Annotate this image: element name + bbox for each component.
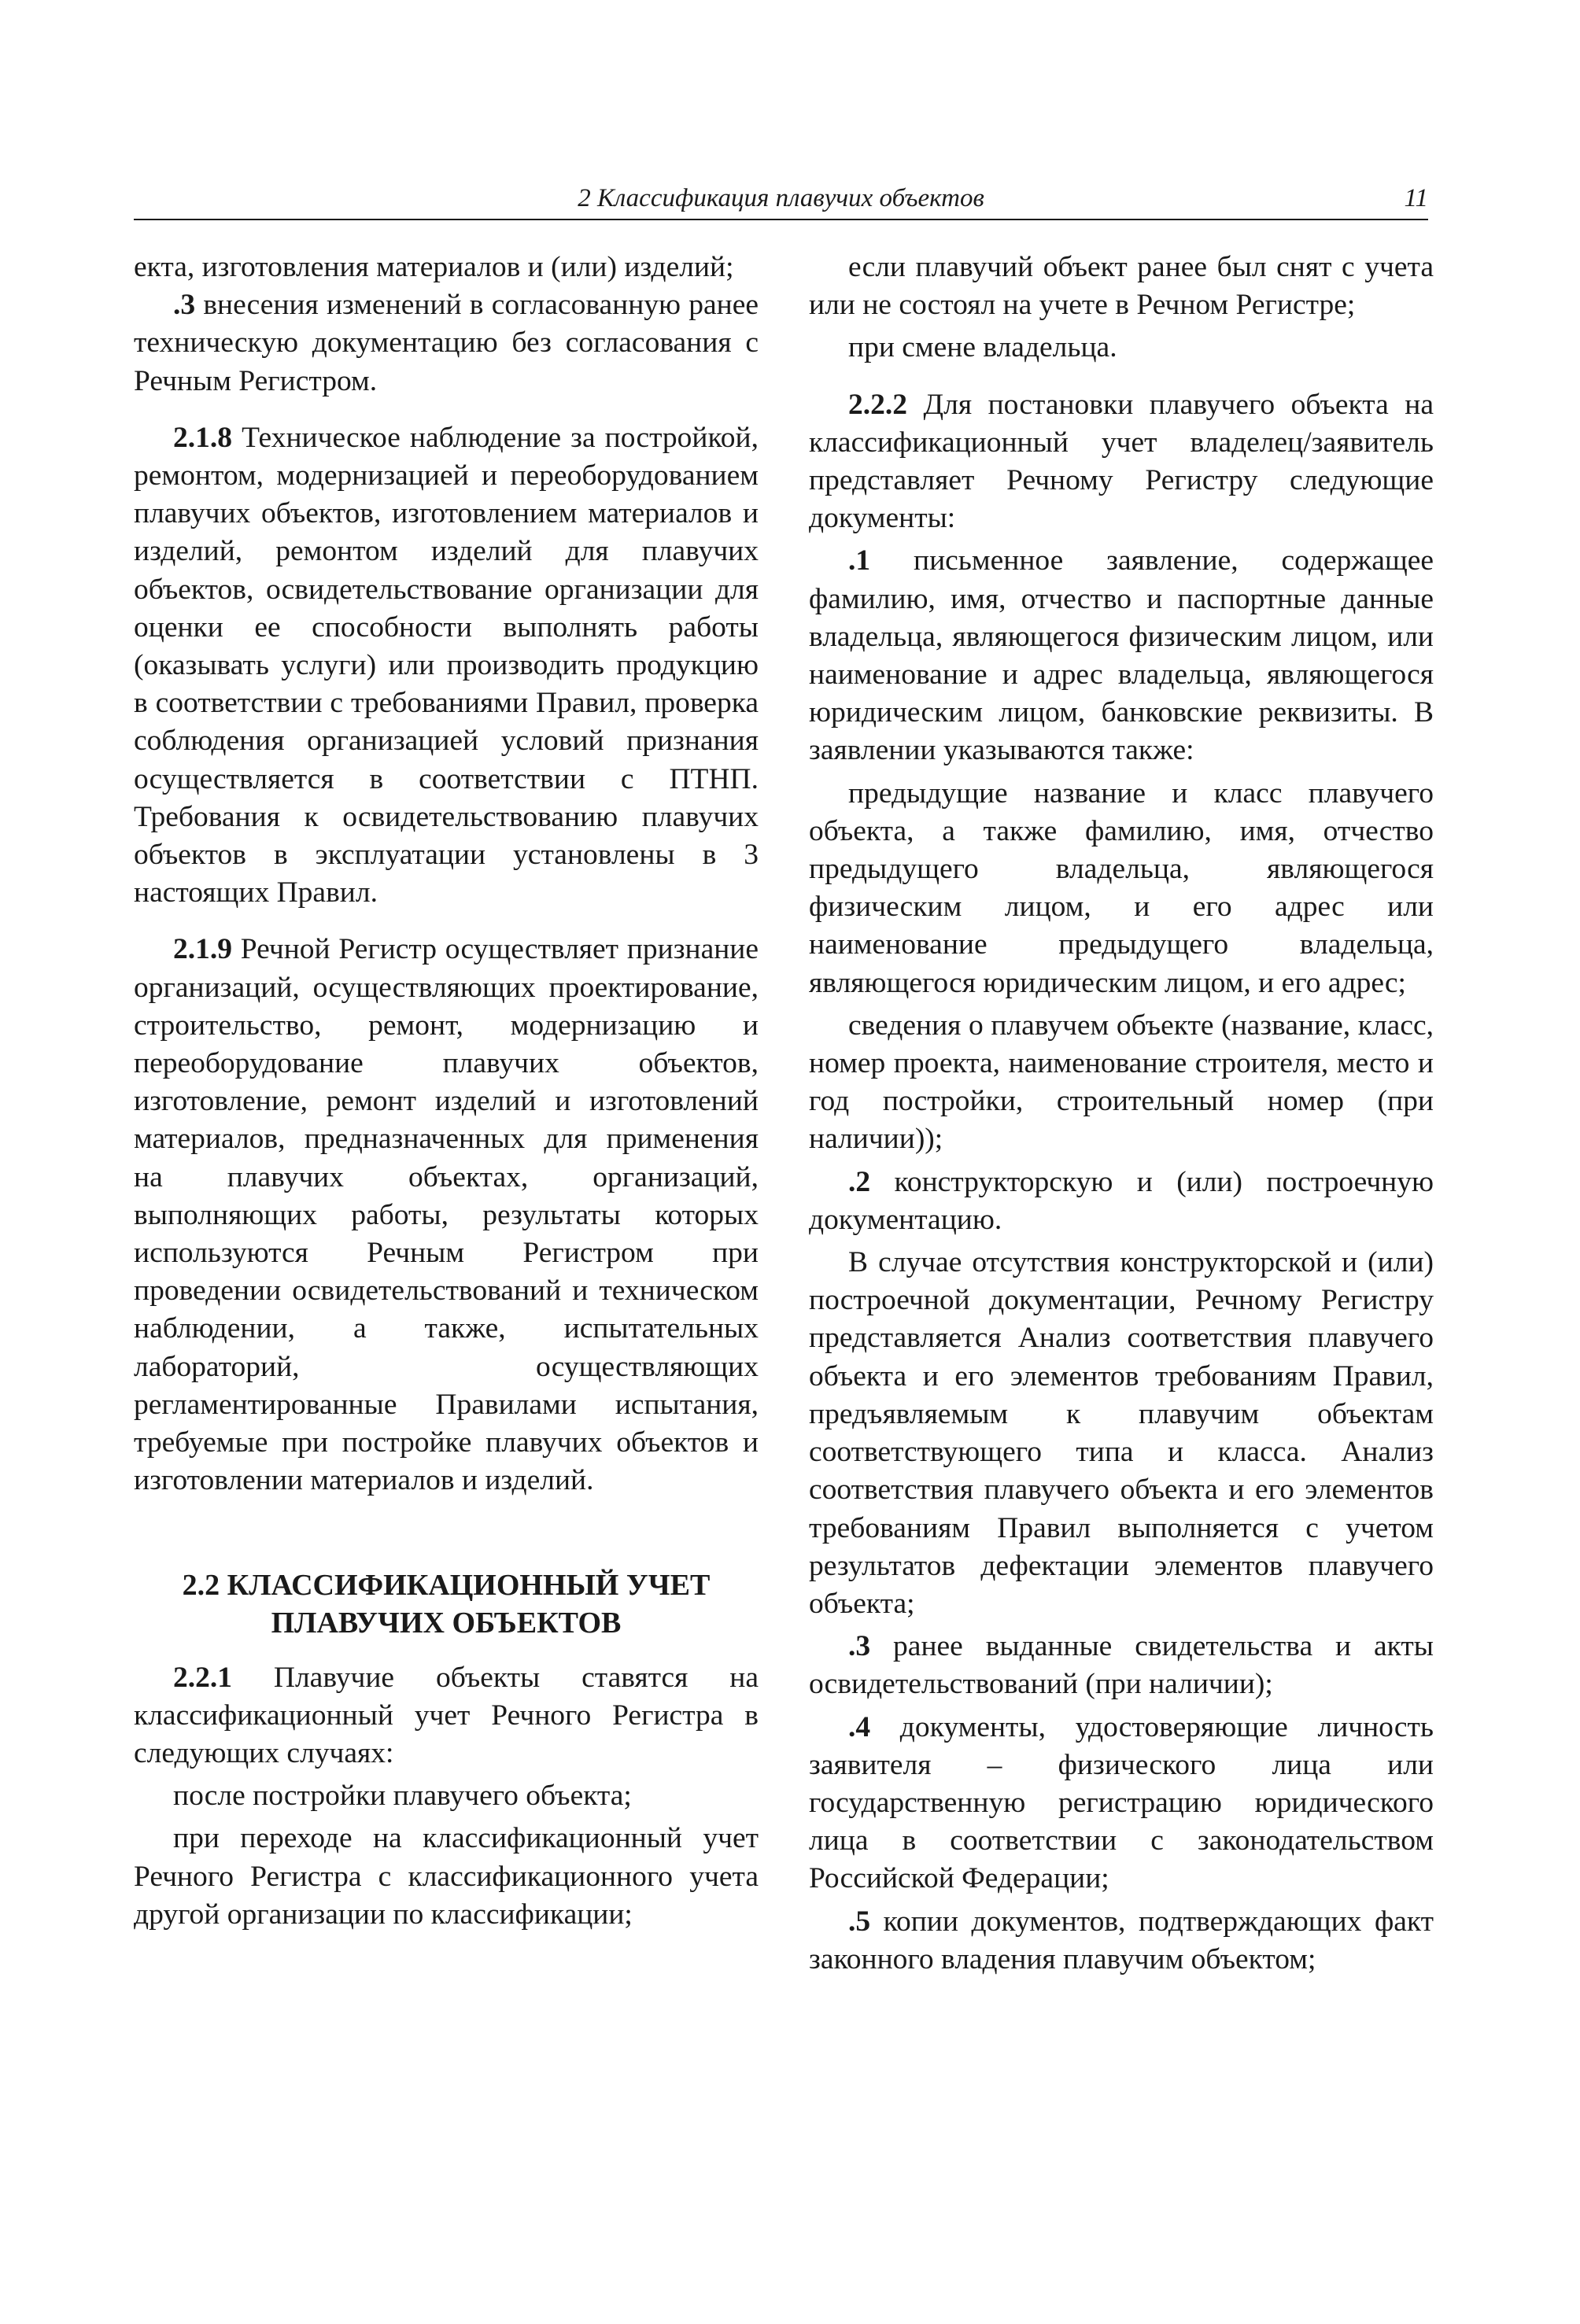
section-heading	[134, 1566, 759, 1642]
item-number: .3	[173, 289, 196, 322]
clause-2-1-9	[134, 931, 759, 1500]
item-number: .1	[848, 544, 871, 577]
list-item-1	[809, 542, 1434, 769]
item-text: документы, удостоверяющие личность заявителя – физического лица или государственную регистрацию юридического лица в соответствии с законодательством Российской Федерации;	[809, 1710, 1434, 1895]
header-title: 2 Классификация плавучих объектов	[578, 184, 984, 212]
paragraph-continuation: екта, изготовления материалов и (или) изделий;	[134, 251, 734, 283]
clause-text: Для постановки плавучего объекта на классификационный учет владелец/заявитель представляет Речному Регистру следующие документы:	[809, 388, 1434, 535]
running-header	[134, 179, 1428, 220]
clause-text: Плавучие объекты ставятся на классификационный учет Речного Регистра в следующих случаях:	[134, 1661, 759, 1769]
item-text: копии документов, подтверждающих факт законного владения плавучим объектом;	[809, 1905, 1434, 1975]
case-item: после постройки плавучего объекта;	[173, 1780, 632, 1813]
clause-2-2-1	[134, 1659, 759, 1773]
case-item: при переходе на классификационный учет Речного Регистра с классификационного учета другой организации по классификации;	[134, 1822, 759, 1931]
list-item-3	[809, 1628, 1434, 1703]
sub-paragraph: В случае отсутствия конструкторской и (или) построечной документации, Речному Регистру представляется Анализ соответствия плавучего объекта и его элементов требованиям Правил, предъявляемым к плавучим объектам соответствующего типа и класса. Анализ соответствия плавучего объекта и его элементов требованиям Правил выполняется с учетом результатов дефектации элементов плавучего объекта;	[809, 1246, 1434, 1620]
sub-paragraph: предыдущие название и класс плавучего объекта, а также фамилию, имя, отчество предыдущего владельца, являющегося физическим лицом, и его адрес или наименование предыдущего владельца, являющегося юридическим лицом, и его адрес;	[809, 777, 1434, 999]
item-text: внесения изменений в согласованную ранее техническую документацию без согласования с Речным Регистром.	[134, 289, 759, 397]
clause-number: 2.2.1	[173, 1661, 232, 1694]
heading-line-2: ПЛАВУЧИХ ОБЪЕКТОВ	[271, 1606, 622, 1640]
clause-number: 2.1.9	[173, 933, 232, 966]
item-number: .3	[848, 1630, 871, 1663]
list-item-2	[809, 1164, 1434, 1239]
heading-line-1: 2.2 КЛАССИФИКАЦИОННЫЙ УЧЕТ	[182, 1568, 711, 1602]
item-number: .2	[848, 1165, 871, 1198]
list-item-4	[809, 1709, 1434, 1898]
sub-paragraph: сведения о плавучем объекте (название, класс, номер проекта, наименование строителя, место и год постройки, строительный номер (при наличии));	[809, 1009, 1434, 1156]
left-column	[134, 249, 759, 1934]
case-item: при смене владельца.	[848, 331, 1117, 364]
case-item: если плавучий объект ранее был снят с учета или не состоял на учете в Речном Регистре;	[809, 251, 1434, 322]
item-number: .4	[848, 1710, 871, 1743]
item-text: письменное заявление, содержащее фамилию, имя, отчество и паспортные данные владельца, являющегося физическим лицом, или наименование и адрес владельца, являющегося юридическим лицом, банковские реквизиты. В заявлении указываются также:	[809, 544, 1434, 767]
page-number: 11	[1404, 184, 1428, 212]
item-number: .5	[848, 1905, 871, 1938]
clause-number: 2.2.2	[848, 388, 907, 421]
item-text: ранее выданные свидетельства и акты освидетельствований (при наличии);	[809, 1630, 1434, 1701]
clause-text: Техническое наблюдение за постройкой, ремонтом, модернизацией и переоборудованием плавучих объектов, изготовлением материалов и изделий, ремонтом изделий для плавучих объектов, освидетельствование организации для оценки ее способности выполнять работы (оказывать услуги) или производить продукцию в соответствии с требованиями Правил, проверка соблюдения организацией условий признания осуществляется в соответствии с ПТНП. Требования к освидетельствованию плавучих объектов в эксплуатации установлены в 3 настоящих Правил.	[134, 421, 759, 909]
clause-2-1-8	[134, 419, 759, 913]
clause-number: 2.1.8	[173, 421, 232, 454]
list-item-3	[134, 286, 759, 400]
right-column	[809, 249, 1434, 1979]
item-text: конструкторскую и (или) построечную документацию.	[809, 1165, 1434, 1236]
clause-text: Речной Регистр осуществляет признание организаций, осуществляющих проектирование, строительство, ремонт, модернизацию и переоборудование плавучих объектов, изготовление, ремонт изделий и изготовлений материалов, предназначенных для применения на плавучих объектах, организаций, выполняющих работы, результаты которых используются Речным Регистром при проведении освидетельствований и техническом наблюдении, а также, испытательных лабораторий, осуществляющих регламентированные Правилами испытания, требуемые при постройке плавучих объектов и изготовлении материалов и изделий.	[134, 933, 759, 1497]
list-item-5	[809, 1903, 1434, 1979]
clause-2-2-2	[809, 386, 1434, 538]
